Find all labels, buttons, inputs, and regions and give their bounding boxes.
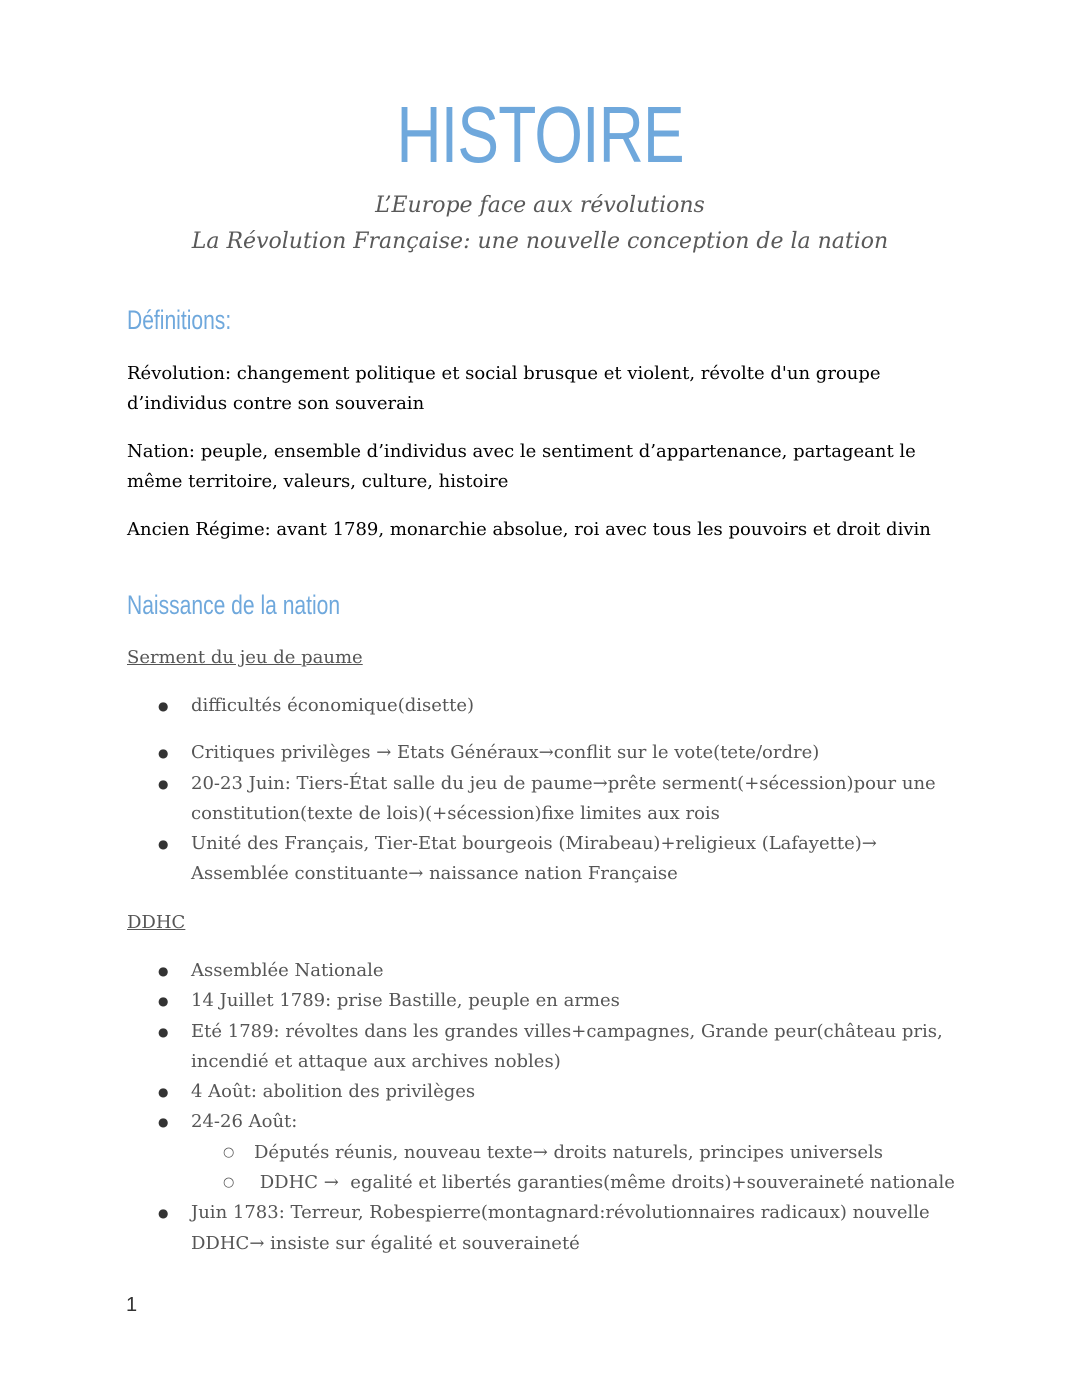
naissance-heading: Naissance de la nation [127, 590, 341, 620]
list-item: ● 20-23 Juin: Tiers-État salle du jeu de paume→prête serment(+sécession)pour une constitution(texte de lois)(+sécession)fixe limites aux rois [127, 769, 957, 830]
serment-list [127, 691, 957, 890]
list-item: ● Juin 1783: Terreur, Robespierre(montagnard:révolutionnaires radicaux) nouvelle DDHC→ insiste sur égalité et souveraineté [127, 1198, 957, 1259]
list-item: ● 24-26 Août: [127, 1107, 957, 1137]
ddhc-list [127, 956, 957, 1259]
list-item: ● 4 Août: abolition des privilèges [127, 1077, 957, 1107]
list-item: ● Assemblée Nationale [127, 956, 957, 986]
list-item: ● difficultés économique(disette) [127, 691, 957, 721]
sub-list-item: ○ DDHC → egalité et libertés garanties(même droits)+souveraineté nationale [127, 1168, 957, 1198]
list-item: ● Eté 1789: révoltes dans les grandes villes+campagnes, Grande peur(château pris, incendié et attaque aux archives nobles) [127, 1017, 957, 1078]
document-title: HISTOIRE [396, 90, 684, 179]
list-item: ● Unité des Français, Tier-Etat bourgeois (Mirabeau)+religieux (Lafayette)→ Assemblée constituante→ naissance nation Française [127, 829, 957, 890]
page-number: 1 [126, 1294, 138, 1316]
serment-subheading: Serment du jeu de paume [127, 647, 363, 668]
definition-nation: Nation: peuple, ensemble d’individus avec le sentiment d’appartenance, partageant le même territoire, valeurs, culture, histoire [127, 441, 916, 492]
subtitle: La Révolution Française: une nouvelle conception de la nation [191, 229, 889, 254]
definitions-heading: Définitions: [127, 305, 232, 335]
list-item: ● 14 Juillet 1789: prise Bastille, peuple en armes [127, 986, 957, 1016]
subtitle: L’Europe face aux révolutions [375, 193, 705, 218]
definition-ancien-regime: Ancien Régime: avant 1789, monarchie absolue, roi avec tous les pouvoirs et droit divin [127, 519, 931, 540]
ddhc-subheading: DDHC [127, 912, 186, 933]
list-item: ● Critiques privilèges → Etats Généraux→conflit sur le vote(tete/ordre) [127, 738, 957, 768]
sub-list-item: ○ Députés réunis, nouveau texte→ droits naturels, principes universels [127, 1138, 957, 1168]
definition-revolution: Révolution: changement politique et social brusque et violent, révolte d'un groupe d’individus contre son souverain [127, 363, 881, 414]
